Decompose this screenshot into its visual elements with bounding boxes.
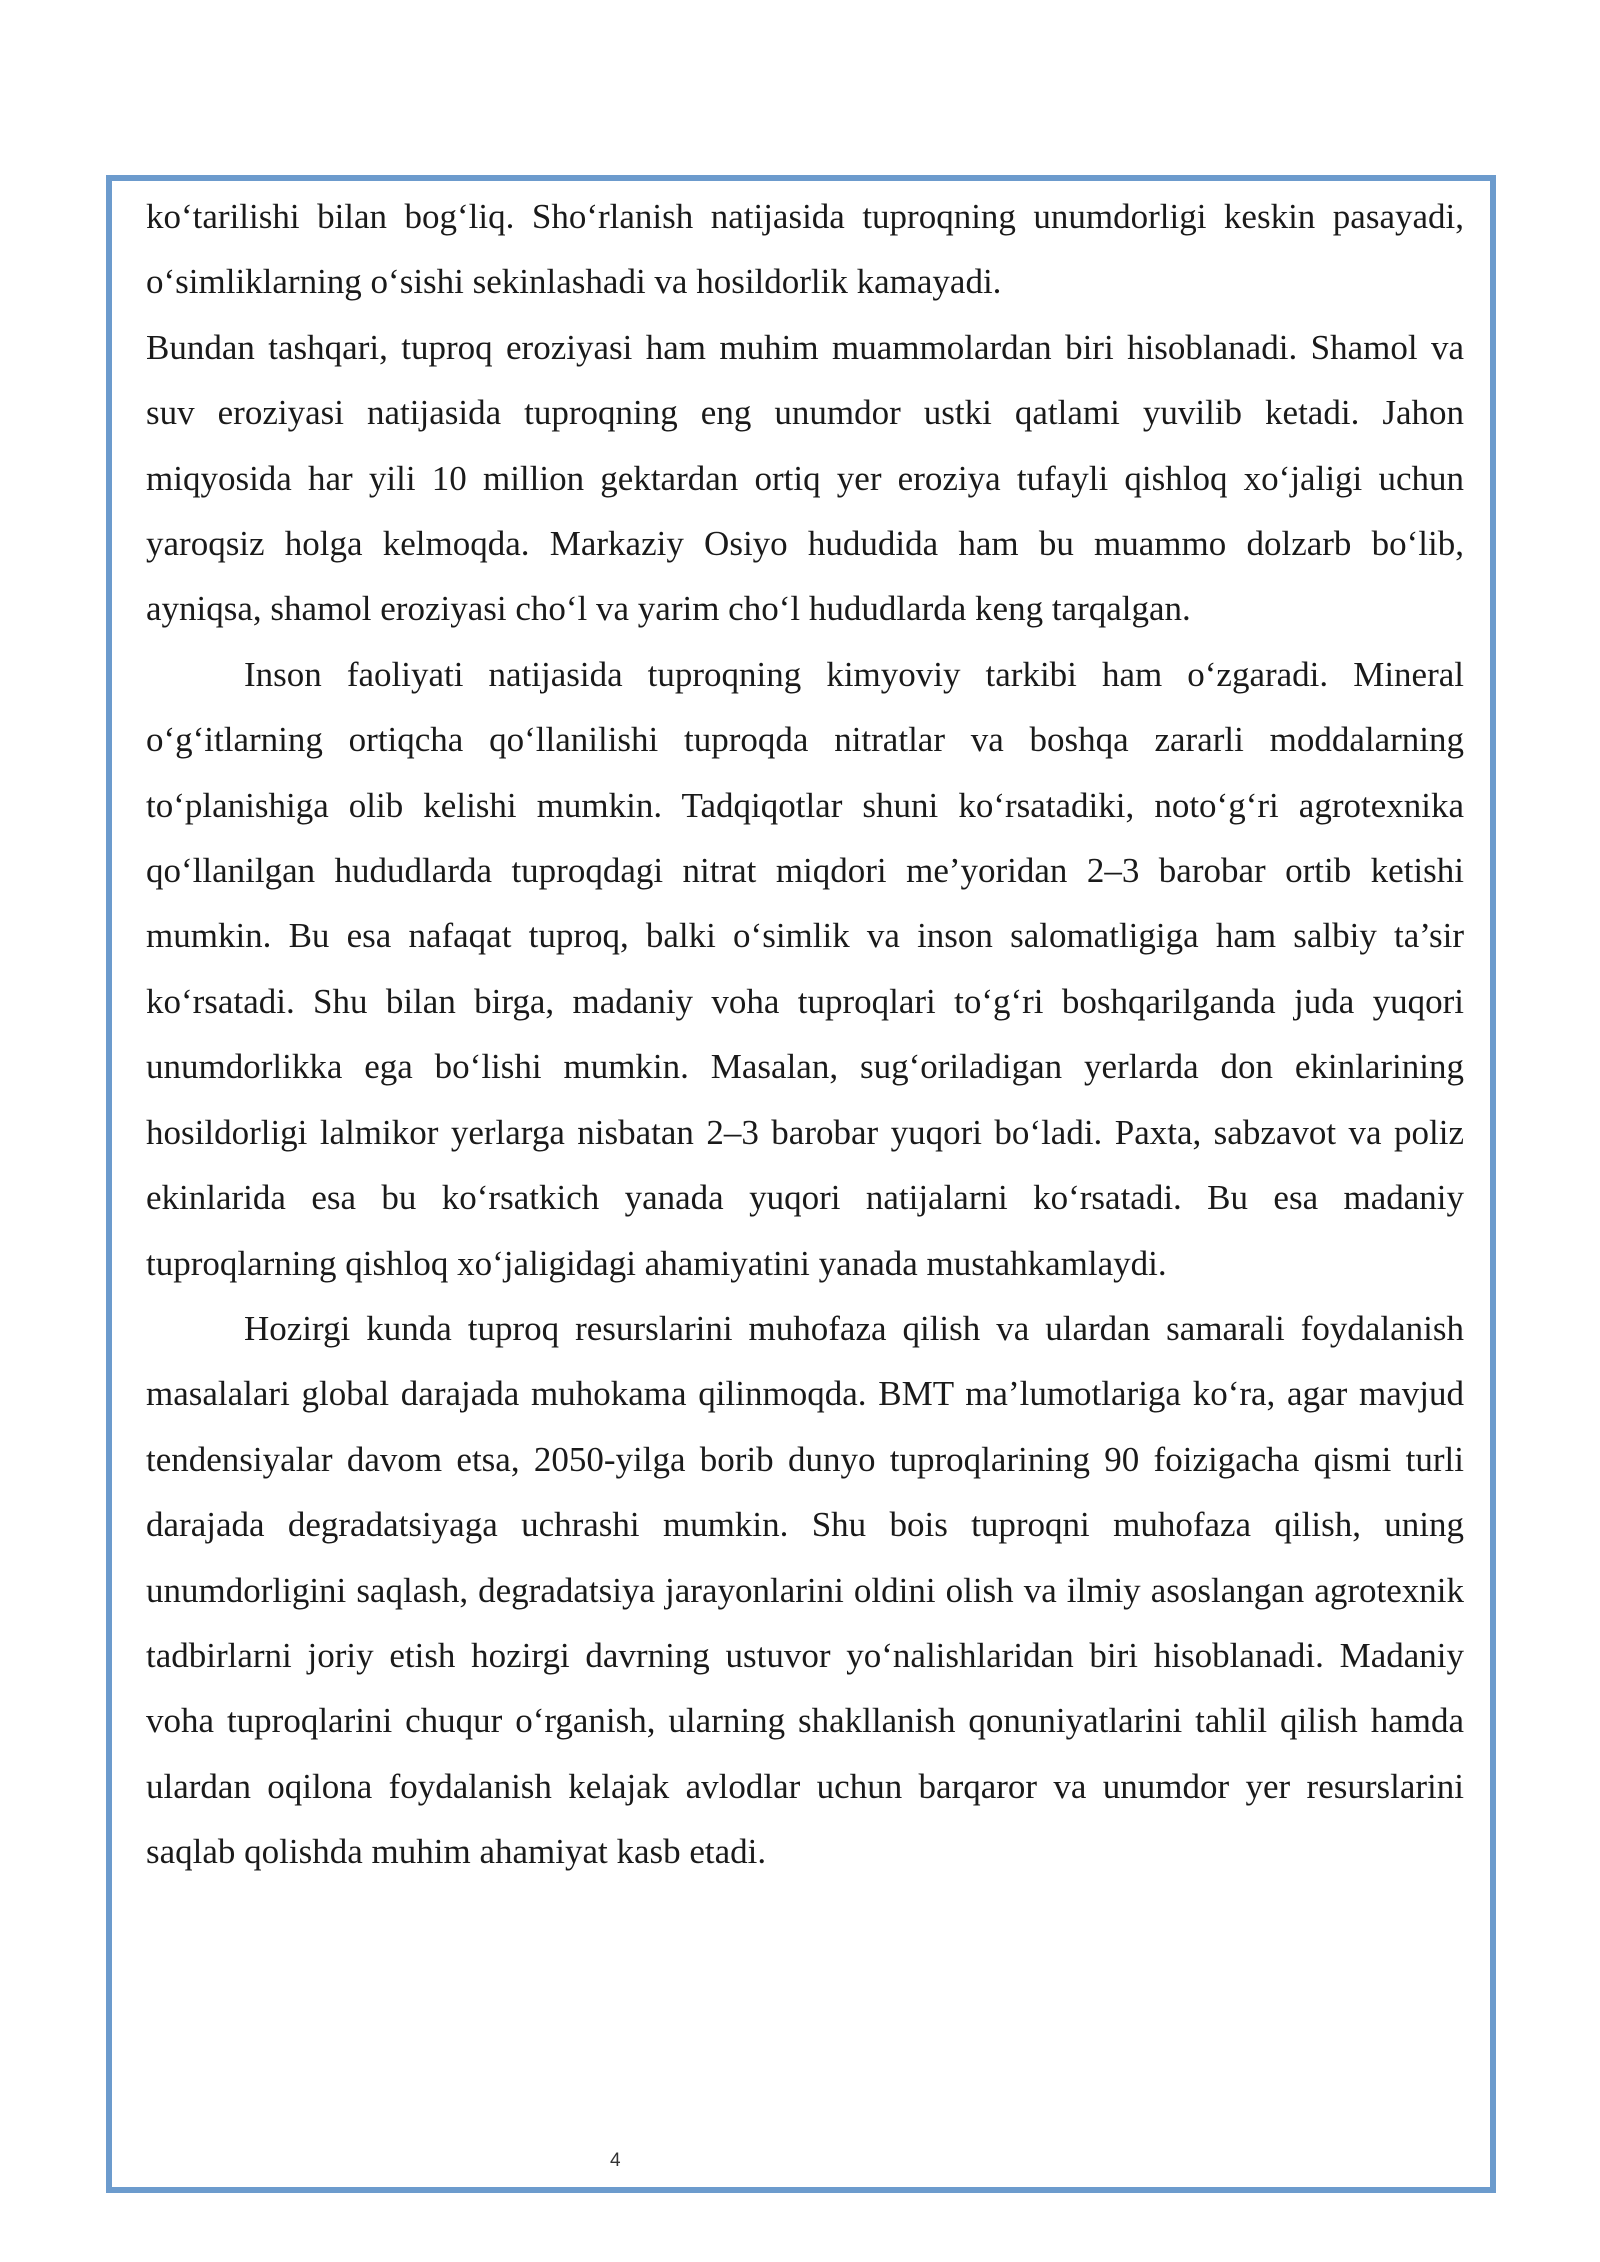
paragraph-erosion: Bundan tashqari, tuproq eroziyasi ham muhim muammolardan biri hisoblanadi. Shamol va suv eroziyasi natijasida tuproqning eng unumdor ustki qatlami yuvilib ketadi. Jahon miqyosida har yili 10 million gektardan ortiq yer eroziya tufayli qishloq xo‘jaligi uchun yaroqsiz holga kelmoqda. Markaziy Osiyo hududida ham bu muammo dolzarb bo‘lib, ayniqsa, shamol eroziyasi cho‘l va yarim cho‘l hududlarda keng tarqalgan. bbox=[146, 327, 1464, 629]
paragraph-continuation: ko‘tarilishi bilan bog‘liq. Sho‘rlanish natijasida tuproqning unumdorligi keskin pasayadi, o‘simliklarning o‘sishi sekinlashadi va hosildorlik kamayadi. bbox=[146, 197, 1464, 302]
page-number: 4 bbox=[610, 2150, 621, 2171]
paragraph-chemical-composition: Inson faoliyati natijasida tuproqning kimyoviy tarkibi ham o‘zgaradi. Mineral o‘g‘itlarning ortiqcha qo‘llanilishi tuproqda nitratlar va boshqa zararli moddalarning to‘planishiga olib kelishi mumkin. Tadqiqotlar shuni ko‘rsatadiki, noto‘g‘ri agrotexnika qo‘llanilgan hududlarda tuproqdagi nitrat miqdori me’yoridan 2–3 barobar ortib ketishi mumkin. Bu esa nafaqat tuproq, balki o‘simlik va inson salomatligiga ham salbiy ta’sir ko‘rsatadi. Shu bilan birga, madaniy voha tuproqlari to‘g‘ri boshqarilganda juda yuqori unumdorlikka ega bo‘lishi mumkin. Masalan, sug‘oriladigan yerlarda don ekinlarining hosildorligi lalmikor yerlarga nisbatan 2–3 barobar yuqori bo‘ladi. Paxta, sabzavot va poliz ekinlarida esa bu ko‘rsatkich yanada yuqori natijalarni ko‘rsatadi. Bu esa madaniy tuproqlarning qishloq xo‘jaligidagi ahamiyatini yanada mustahkamlaydi. bbox=[146, 654, 1464, 1283]
document-body bbox=[146, 184, 1464, 1885]
paragraph-soil-protection: Hozirgi kunda tuproq resurslarini muhofaza qilish va ulardan samarali foydalanish masalalari global darajada muhokama qilinmoqda. BMT ma’lumotlariga ko‘ra, agar mavjud tendensiyalar davom etsa, 2050-yilga borib dunyo tuproqlarining 90 foizigacha qismi turli darajada degradatsiyaga uchrashi mumkin. Shu bois tuproqni muhofaza qilish, uning unumdorligini saqlash, degradatsiya jarayonlarini oldini olish va ilmiy asoslangan agrotexnik tadbirlarni joriy etish hozirgi davrning ustuvor yo‘nalishlaridan biri hisoblanadi. Madaniy voha tuproqlarini chuqur o‘rganish, ularning shakllanish qonuniyatlarini tahlil qilish hamda ulardan oqilona foydalanish kelajak avlodlar uchun barqaror va unumdor yer resurslarini saqlab qolishda muhim ahamiyat kasb etadi. bbox=[146, 1308, 1464, 1872]
